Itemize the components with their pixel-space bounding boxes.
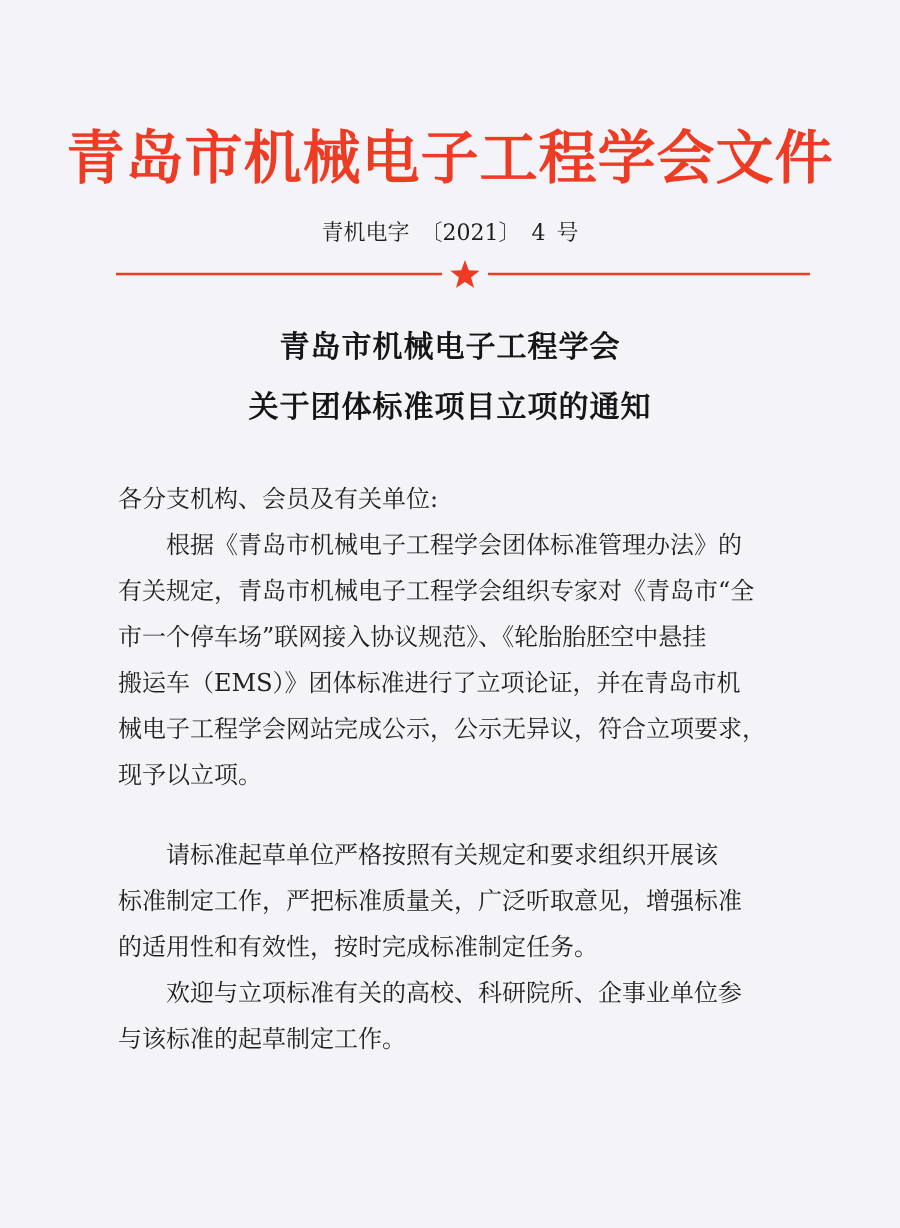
paragraph-line: 与该标准的起草制定工作。 [118,1025,406,1053]
doc-number-value: 4 [531,221,546,246]
paragraph-1 [118,522,778,798]
paragraph-gap [118,798,778,832]
red-divider [116,256,810,296]
org-header-title: 青岛市机械电子工程学会文件 [66,124,834,192]
paragraph-line: 市一个停车场”联网接入协议规范》、《轮胎胎胚空中悬挂 [118,623,707,651]
paragraph-line: 有关规定，青岛市机械电子工程学会组织专家对《青岛市“全 [118,577,755,605]
doc-number-suffix: 号 [556,221,579,246]
star-icon [450,260,479,288]
notice-title-line-1: 青岛市机械电子工程学会 [279,330,621,365]
paragraph-line: 搬运车（EMS）》团体标准进行了立项论证，并在青岛市机 [118,669,741,697]
salutation: 各分支机构、会员及有关单位: [118,485,439,513]
paragraph-line: 请标准起草单位严格按照有关规定和要求组织开展该 [166,841,718,869]
doc-number-prefix: 青机电字 [321,221,410,246]
notice-title-line-2: 关于团体标准项目立项的通知 [248,390,652,425]
paragraph-line: 欢迎与立项标准有关的高校、科研院所、企事业单位参 [166,979,742,1007]
paragraph-3 [118,970,778,1062]
notice-title [0,318,900,438]
doc-number-year: 〔2021〕 [420,221,521,246]
paragraph-line: 根据《青岛市机械电子工程学会团体标准管理办法》的 [166,531,742,559]
paragraph-line: 现予以立项。 [118,761,262,789]
notice-body [118,476,778,1062]
document-number [0,214,900,254]
paragraph-2 [118,832,778,970]
paragraph-line: 械电子工程学会网站完成公示，公示无异议，符合立项要求， [118,715,766,743]
paragraph-line: 的适用性和有效性，按时完成标准制定任务。 [118,933,598,961]
paragraph-line: 标准制定工作，严把标准质量关，广泛听取意见，增强标准 [118,887,742,915]
